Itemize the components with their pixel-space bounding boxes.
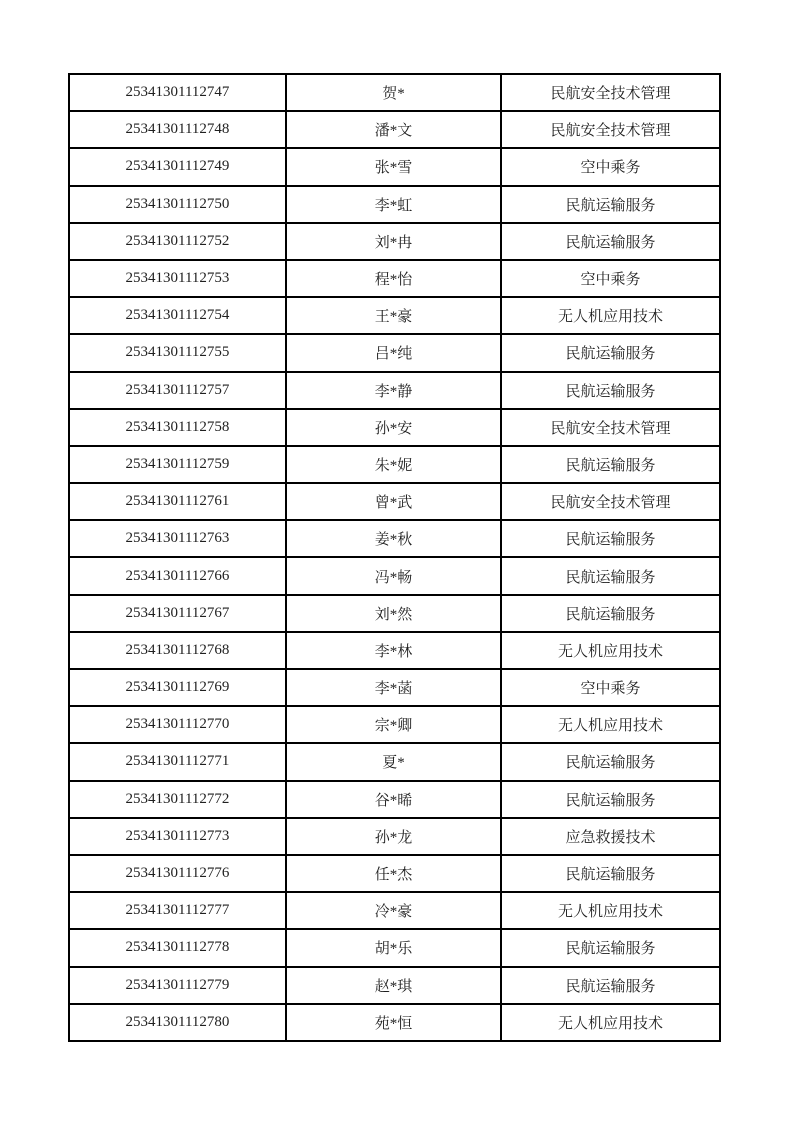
name-cell: 苑*恒 [286,1004,501,1041]
table-body [69,74,720,1041]
name-cell: 谷*晞 [286,781,501,818]
name-cell: 吕*纯 [286,334,501,371]
exam-number-cell: 25341301112752 [69,223,286,260]
admission-list-table [68,73,721,1042]
major-cell: 民航运输服务 [501,595,720,632]
name-cell: 曾*武 [286,483,501,520]
name-cell: 姜*秋 [286,520,501,557]
name-cell: 夏* [286,743,501,780]
table-row [69,557,720,594]
exam-number-cell: 25341301112777 [69,892,286,929]
exam-number-cell: 25341301112755 [69,334,286,371]
exam-number-cell: 25341301112748 [69,111,286,148]
name-cell: 潘*文 [286,111,501,148]
exam-number-cell: 25341301112763 [69,520,286,557]
major-cell: 民航运输服务 [501,520,720,557]
name-cell: 李*菡 [286,669,501,706]
name-cell: 胡*乐 [286,929,501,966]
major-cell: 民航运输服务 [501,929,720,966]
name-cell: 宗*卿 [286,706,501,743]
major-cell: 无人机应用技术 [501,632,720,669]
exam-number-cell: 25341301112767 [69,595,286,632]
exam-number-cell: 25341301112747 [69,74,286,111]
exam-number-cell: 25341301112772 [69,781,286,818]
table-row [69,409,720,446]
table-row [69,967,720,1004]
major-cell: 无人机应用技术 [501,706,720,743]
table-row [69,892,720,929]
name-cell: 孙*龙 [286,818,501,855]
table-row [69,446,720,483]
table-row [69,74,720,111]
major-cell: 民航运输服务 [501,372,720,409]
exam-number-cell: 25341301112753 [69,260,286,297]
exam-number-cell: 25341301112770 [69,706,286,743]
table-row [69,148,720,185]
table-row [69,186,720,223]
table-row [69,855,720,892]
major-cell: 民航运输服务 [501,334,720,371]
table-row [69,929,720,966]
major-cell: 无人机应用技术 [501,1004,720,1041]
exam-number-cell: 25341301112750 [69,186,286,223]
name-cell: 朱*妮 [286,446,501,483]
name-cell: 刘*然 [286,595,501,632]
table-row [69,818,720,855]
exam-number-cell: 25341301112771 [69,743,286,780]
name-cell: 冷*豪 [286,892,501,929]
exam-number-cell: 25341301112759 [69,446,286,483]
exam-number-cell: 25341301112758 [69,409,286,446]
major-cell: 应急救援技术 [501,818,720,855]
name-cell: 李*林 [286,632,501,669]
major-cell: 民航安全技术管理 [501,111,720,148]
major-cell: 民航运输服务 [501,781,720,818]
exam-number-cell: 25341301112769 [69,669,286,706]
major-cell: 民航运输服务 [501,557,720,594]
name-cell: 李*虹 [286,186,501,223]
major-cell: 民航安全技术管理 [501,409,720,446]
major-cell: 空中乘务 [501,260,720,297]
table-row [69,595,720,632]
table-row [69,781,720,818]
major-cell: 无人机应用技术 [501,297,720,334]
exam-number-cell: 25341301112757 [69,372,286,409]
name-cell: 刘*冉 [286,223,501,260]
table-row [69,706,720,743]
major-cell: 民航运输服务 [501,743,720,780]
table-row [69,260,720,297]
exam-number-cell: 25341301112780 [69,1004,286,1041]
major-cell: 空中乘务 [501,148,720,185]
exam-number-cell: 25341301112776 [69,855,286,892]
exam-number-cell: 25341301112773 [69,818,286,855]
table-row [69,743,720,780]
name-cell: 孙*安 [286,409,501,446]
major-cell: 民航运输服务 [501,223,720,260]
table-row [69,669,720,706]
name-cell: 贺* [286,74,501,111]
table-row [69,334,720,371]
table-row [69,483,720,520]
major-cell: 民航安全技术管理 [501,483,720,520]
exam-number-cell: 25341301112768 [69,632,286,669]
exam-number-cell: 25341301112779 [69,967,286,1004]
table-row [69,297,720,334]
exam-number-cell: 25341301112749 [69,148,286,185]
exam-number-cell: 25341301112766 [69,557,286,594]
name-cell: 王*豪 [286,297,501,334]
table-row [69,223,720,260]
table-row [69,372,720,409]
name-cell: 冯*畅 [286,557,501,594]
name-cell: 程*怡 [286,260,501,297]
major-cell: 民航运输服务 [501,967,720,1004]
major-cell: 民航运输服务 [501,446,720,483]
major-cell: 无人机应用技术 [501,892,720,929]
table-row [69,1004,720,1041]
exam-number-cell: 25341301112778 [69,929,286,966]
major-cell: 民航运输服务 [501,186,720,223]
name-cell: 李*静 [286,372,501,409]
major-cell: 空中乘务 [501,669,720,706]
major-cell: 民航运输服务 [501,855,720,892]
exam-number-cell: 25341301112754 [69,297,286,334]
table-row [69,520,720,557]
exam-number-cell: 25341301112761 [69,483,286,520]
name-cell: 张*雪 [286,148,501,185]
name-cell: 赵*琪 [286,967,501,1004]
major-cell: 民航安全技术管理 [501,74,720,111]
table-row [69,632,720,669]
table-row [69,111,720,148]
name-cell: 任*杰 [286,855,501,892]
